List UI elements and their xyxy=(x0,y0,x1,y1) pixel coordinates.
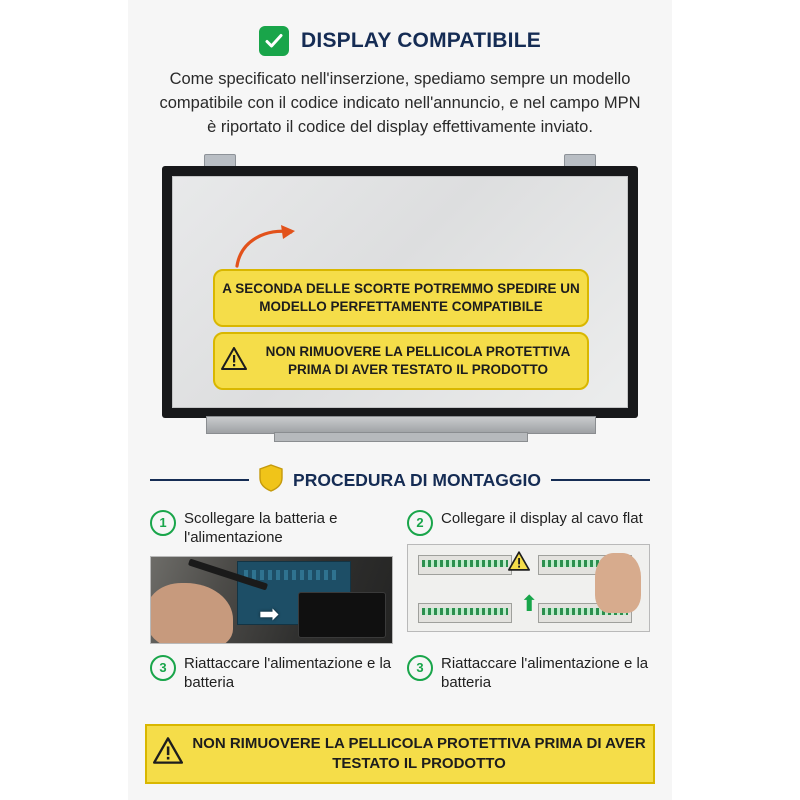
warning-triangle-icon xyxy=(221,347,247,375)
footer-warning-text: NON RIMUOVERE LA PELLICOLA PROTETTIVA PRIMA DI AVER TESTATO IL PRODOTTO xyxy=(192,734,646,772)
step-3-left xyxy=(150,654,393,693)
connector-top-left xyxy=(418,555,512,575)
step-number: 1 xyxy=(150,510,176,536)
page-title: DISPLAY COMPATIBILE xyxy=(301,29,541,52)
battery xyxy=(298,592,386,638)
procedure-title: PROCEDURA DI MONTAGGIO xyxy=(293,469,541,490)
shield-icon xyxy=(259,464,283,497)
stock-notice-text: A SECONDA DELLE SCORTE POTREMMO SPEDIRE UN MODELLO PERFETTAMENTE COMPATIBILE xyxy=(222,280,580,314)
warning-triangle-icon xyxy=(153,737,183,770)
step-number: 3 xyxy=(150,655,176,681)
film-notice-text: NON RIMUOVERE LA PELLICOLA PROTETTIVA PRIMA DI AVER TESTATO IL PRODOTTO xyxy=(265,343,571,377)
step-text: Scollegare la batteria e l'alimentazione xyxy=(184,509,338,547)
film-notice-box xyxy=(213,332,589,390)
arrow-right-icon: ➡ xyxy=(259,600,280,628)
left-margin xyxy=(0,0,128,800)
step-text: Riattaccare l'alimentazione e la batteria xyxy=(184,654,392,692)
green-check-icon xyxy=(259,26,289,56)
step-3-right xyxy=(407,654,650,693)
step-1 xyxy=(150,509,393,644)
header xyxy=(128,0,672,56)
rule-right xyxy=(551,479,650,481)
laptop-internals-photo xyxy=(150,556,393,644)
footer-warning-banner xyxy=(145,724,655,785)
hand xyxy=(150,583,233,644)
step-number: 2 xyxy=(407,510,433,536)
step-text: Riattaccare l'alimentazione e la batteria xyxy=(441,654,649,692)
steps-row-1 xyxy=(150,509,650,644)
display-panel-illustration xyxy=(154,154,646,454)
panel-frame xyxy=(162,166,638,418)
right-margin xyxy=(672,0,800,800)
step-2 xyxy=(407,509,650,644)
stock-notice-box xyxy=(213,269,589,327)
panel-foot xyxy=(274,432,528,442)
finger xyxy=(595,553,641,613)
arrow-up-icon: ⬆ xyxy=(520,590,539,616)
curved-arrow-icon xyxy=(233,222,303,268)
intro-text: Come specificato nell'inserzione, spediamo sempre un modello compatibile con il codice indicato nell'annuncio, e nel campo MPN è riportato il codice del display effettivamente inviato. xyxy=(159,70,641,136)
procedure-heading xyxy=(150,464,650,497)
panel-screen xyxy=(172,176,628,408)
steps-row-2 xyxy=(150,654,650,693)
rule-left xyxy=(150,479,249,481)
step-text: Collegare il display al cavo flat xyxy=(441,509,643,527)
connector-bottom-left xyxy=(418,603,512,623)
warning-triangle-icon xyxy=(508,551,530,576)
content-area xyxy=(128,0,672,800)
flat-cable-connector-photo xyxy=(407,544,650,632)
step-number: 3 xyxy=(407,655,433,681)
